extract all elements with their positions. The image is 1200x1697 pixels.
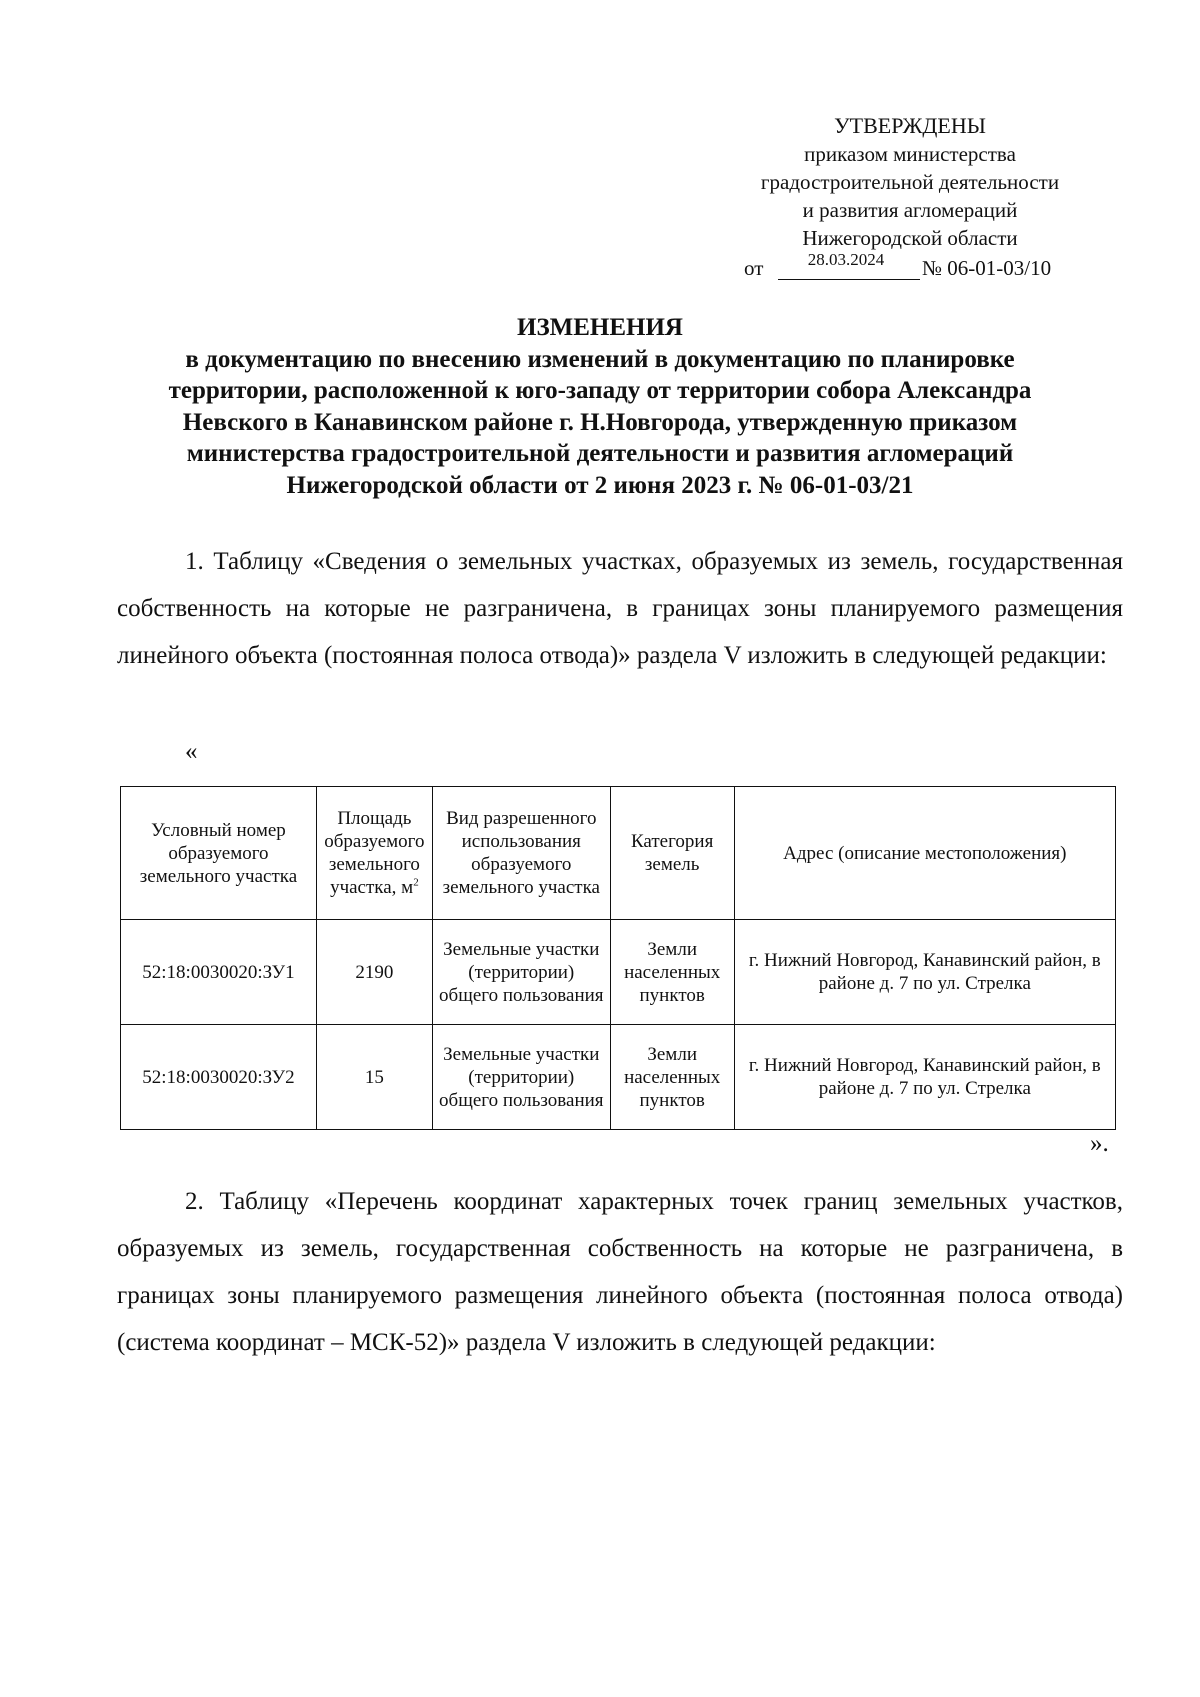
title-line: территории, расположенной к юго-западу от территории собора Александра: [168, 377, 1032, 404]
title-line: в документацию по внесению изменений в документацию по планировке: [185, 345, 1015, 373]
title-line: Невского в Канавинском районе г. Н.Новгорода, утвержденную приказом: [182, 408, 1018, 436]
header-use: Вид разрешенного использования образуемого земельного участка: [432, 787, 610, 920]
order-number: № 06-01-03/10: [922, 256, 1052, 280]
header-area-text: Площадь образуемого земельного участка, м: [324, 808, 425, 898]
quote-open: «: [185, 738, 198, 765]
cell-category: Земли населенных пунктов: [610, 1025, 734, 1130]
paragraph-2-text: 2. Таблицу «Перечень координат характерных точек границ земельных участков, образуемых из земель, государственная собственность на которые не разграничена, в границах зоны планируемого размещения линейного объекта (постоянная полоса отвода) (система координат – МСК-52)» раздела V изложить в следующей редакции:: [117, 1188, 1123, 1356]
title-line: Нижегородской области от 2 июня 2023 г. № 06-01-03/21: [286, 471, 914, 499]
land-plots-table: [120, 786, 1116, 1130]
document-title: [100, 312, 1100, 501]
approval-line: градостроительной деятельности: [760, 170, 1060, 194]
table-header-row: [121, 787, 1116, 920]
cell-area: 2190: [316, 920, 432, 1025]
paragraph-1: [117, 538, 1123, 679]
approval-line: Нижегородской области: [802, 226, 1018, 250]
date-underline: [778, 279, 920, 280]
cell-use: Земельные участки (территории) общего пользования: [432, 1025, 610, 1130]
table-row: [121, 1025, 1116, 1130]
cell-address: г. Нижний Новгород, Канавинский район, в районе д. 7 по ул. Стрелка: [734, 920, 1115, 1025]
header-address: Адрес (описание местоположения): [734, 787, 1115, 920]
approval-date-line: [700, 252, 1120, 282]
header-category: Категория земель: [610, 787, 734, 920]
paragraph-2: [117, 1178, 1123, 1366]
header-area: [316, 787, 432, 920]
title-line: министерства градостроительной деятельности и развития агломераций: [186, 440, 1014, 467]
approval-line: и развития агломераций: [802, 198, 1018, 222]
cell-area: 15: [316, 1025, 432, 1130]
table-row: [121, 920, 1116, 1025]
cell-category: Земли населенных пунктов: [610, 920, 734, 1025]
header-number: Условный номер образуемого земельного участка: [121, 787, 317, 920]
approval-date: 28.03.2024: [807, 250, 885, 269]
cell-use: Земельные участки (территории) общего пользования: [432, 920, 610, 1025]
paragraph-1-text: 1. Таблицу «Сведения о земельных участках, образуемых из земель, государственная собственность на которые не разграничена, в границах зоны планируемого размещения линейного объекта (постоянная полоса отвода)» раздела V изложить в следующей редакции:: [117, 548, 1123, 669]
cell-number: 52:18:0030020:ЗУ2: [121, 1025, 317, 1130]
date-prefix: от: [744, 256, 764, 280]
approval-heading: УТВЕРЖДЕНЫ: [834, 113, 986, 138]
cell-number: 52:18:0030020:ЗУ1: [121, 920, 317, 1025]
approval-block: [700, 112, 1120, 282]
approval-line: приказом министерства: [804, 142, 1016, 166]
header-area-sup: 2: [413, 876, 419, 889]
cell-address: г. Нижний Новгород, Канавинский район, в районе д. 7 по ул. Стрелка: [734, 1025, 1115, 1130]
quote-close: ».: [1090, 1130, 1109, 1157]
title-heading: ИЗМЕНЕНИЯ: [517, 314, 683, 341]
